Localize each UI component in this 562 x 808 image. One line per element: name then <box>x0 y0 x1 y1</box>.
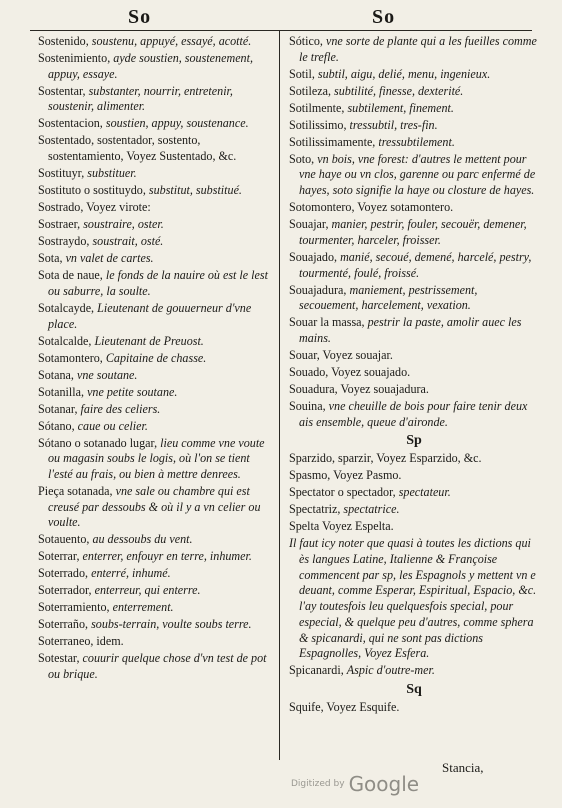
entry-headword: Sostentacion, <box>38 116 103 131</box>
entry-headword: Sostituyr, <box>38 166 85 181</box>
running-head-left: So <box>128 6 152 28</box>
entry-definition: Lieutenant de gouuerneur d'vne place. <box>48 300 252 331</box>
dictionary-entry <box>289 250 539 281</box>
entry-headword: Sotilissimamente, <box>289 134 376 149</box>
entry-headword: Sparzido, sparzir, Voyez Esparzido, &c. <box>289 451 482 466</box>
entry-definition: Capitaine de chasse. <box>105 350 207 365</box>
entry-definition: tressubtilement. <box>378 134 455 149</box>
entry-definition: soubs-terrain, voulte soubs terre. <box>91 617 252 632</box>
entry-headword: Soterramiento, <box>38 600 110 615</box>
dictionary-entry <box>289 200 539 216</box>
entry-definition: vne soutane. <box>76 367 138 382</box>
entry-headword: Sotamontero, <box>38 350 103 365</box>
entry-definition: au dessoubs du vent. <box>92 532 193 547</box>
entry-definition: vn valet de cartes. <box>65 251 154 266</box>
dictionary-entry <box>38 583 272 599</box>
entry-headword: Spelta Voyez Espelta. <box>289 519 394 534</box>
dictionary-entry <box>289 217 539 248</box>
entry-definition: subtilement, finement. <box>347 100 454 115</box>
dictionary-entry <box>289 382 539 398</box>
dictionary-entry <box>289 135 539 151</box>
dictionary-entry <box>289 348 539 364</box>
dictionary-entry <box>289 84 539 100</box>
entry-headword: Sostraer, <box>38 217 81 232</box>
entry-headword: Spectator o spectador, <box>289 485 396 500</box>
entry-definition: substanter, nourrir, entretenir, soustenir, alimenter. <box>48 83 233 114</box>
digitized-watermark <box>291 772 419 796</box>
entry-headword: Sota de naue, <box>38 268 103 283</box>
entry-headword: Sostentado, sostentador, sostento, sostentamiento, Voyez Sustentado, &c. <box>38 133 237 164</box>
entry-headword: Souar la massa, <box>289 315 365 330</box>
dictionary-entry <box>38 183 272 199</box>
dictionary-entry <box>38 419 272 435</box>
entry-definition: enterrer, enfouyr en terre, inhumer. <box>82 549 252 564</box>
column-divider <box>279 30 280 760</box>
entry-definition: couurir quelque chose d'vn test de pot ou brique. <box>48 651 267 682</box>
watermark-prefix: Digitized by <box>291 779 345 789</box>
entry-headword: Souar, Voyez souajar. <box>289 347 393 362</box>
entry-headword: Sotilissimo, <box>289 117 347 132</box>
entry-headword: Sotana, <box>38 367 74 382</box>
dictionary-entry <box>289 315 539 346</box>
entry-headword: Sótico, <box>289 34 323 48</box>
entry-definition: vn bois, vne forest: d'autres le mettent pour vne haye ou vn clos, garenne ou parc enfermé de hayes, soto signifie la haye ou closture de hayes. <box>299 151 536 198</box>
dictionary-entry <box>289 485 539 501</box>
entry-definition: substituer. <box>87 166 137 181</box>
entry-headword: Soterrado, <box>38 566 89 581</box>
dictionary-entry <box>38 617 272 633</box>
entry-definition: tressubtil, tres-fin. <box>349 117 438 132</box>
entry-headword: Sótano o sotanado lugar, <box>38 435 158 450</box>
dictionary-entry <box>289 118 539 134</box>
entry-definition: enterreur, qui enterre. <box>94 583 201 598</box>
entry-definition: enterré, inhumé. <box>91 566 171 581</box>
entry-definition: pestrir la paste, amolir auec les mains. <box>299 315 522 345</box>
entry-headword: Souado, Voyez souajado. <box>289 364 411 379</box>
entry-headword: Sostraydo, <box>38 234 90 249</box>
entry-definition: ayde soustien, soustenement, appuy, essaye. <box>48 51 253 81</box>
entry-headword: Pieça sotanada, <box>38 483 113 498</box>
dictionary-entry <box>38 651 272 682</box>
dictionary-entry <box>289 67 539 83</box>
dictionary-entry <box>38 84 272 115</box>
entry-headword: Squife, Voyez Esquife. <box>289 699 400 714</box>
entry-definition: soustien, appuy, soustenance. <box>105 116 249 131</box>
dictionary-entry <box>38 251 272 267</box>
entry-headword: Souina, <box>289 398 326 413</box>
entry-headword: Sostituto o sostituydo, <box>38 183 146 198</box>
entry-headword: Soterraño, <box>38 617 89 632</box>
entry-headword: Sostrado, Voyez virote: <box>38 200 151 215</box>
dictionary-entry <box>289 34 539 65</box>
entry-headword: Soterrador, <box>38 583 92 598</box>
entry-headword: Souajar, <box>289 217 329 232</box>
catchword: Stancia, <box>442 760 484 775</box>
dictionary-entry <box>38 600 272 616</box>
entry-definition: vne cheuille de bois pour faire tenir deux ais ensemble, queue d'aironde. <box>299 398 528 429</box>
section-letter-heading: Sp <box>406 433 422 449</box>
entry-headword: Souadura, Voyez souajadura. <box>289 381 429 396</box>
dictionary-entry <box>289 663 539 679</box>
dictionary-entry <box>289 451 539 467</box>
entry-definition: vne sorte de plante qui a les fueilles comme le trefle. <box>299 34 537 64</box>
entry-headword: Soterrar, <box>38 549 80 564</box>
entry-definition: le fonds de la nauire où est le lest ou saburre, la soulte. <box>48 268 268 298</box>
section-letter-heading: Sq <box>406 681 422 697</box>
entry-headword: Soterraneo, idem. <box>38 634 124 649</box>
dictionary-entry <box>38 634 272 650</box>
entry-headword: Sotalcalde, <box>38 333 92 348</box>
dictionary-entry <box>38 166 272 182</box>
entry-headword: Souajadura, <box>289 282 347 297</box>
entry-headword: Spicanardi, <box>289 663 344 678</box>
entry-definition: lieu comme vne voute ou magasin soubs le logis, où l'on se tient l'esté au frais, ou bien à mettre denrees. <box>48 435 265 481</box>
entry-definition: Lieutenant de Preuost. <box>94 333 204 348</box>
header-rule <box>30 30 532 31</box>
dictionary-entry <box>38 385 272 401</box>
running-head-right: So <box>372 6 396 28</box>
entry-definition: Il faut icy noter que quasi à toutes les dictions qui ès langues Latine, Italienne & Françoise commencent par sp, les Espagnols y mettent vn e deuant, comme Esperar, Espiritual, Espacio, &c. l'ay toutesfois leu quelquesfois special, pour especial, & quelque peu d'autres, comme sphera & spicanardi, qui ne sont pas dictions Espagnolles, Voyez Esfera. <box>289 536 537 661</box>
dictionary-entry <box>289 101 539 117</box>
entry-definition: caue ou celier. <box>77 418 148 433</box>
dictionary-entry <box>289 365 539 381</box>
entry-definition: substitut, substitué. <box>148 183 242 198</box>
entry-definition: vne sale ou chambre qui est creusé par dessoubs & où il y a vn celier ou voulte. <box>48 483 261 530</box>
entry-headword: Sotil, <box>289 66 315 81</box>
dictionary-entry <box>38 549 272 565</box>
dictionary-entry <box>38 484 272 531</box>
entry-definition: soustrait, osté. <box>92 234 164 249</box>
entry-definition: maniement, pestrissement, secouement, harcelement, vexation. <box>299 282 478 313</box>
entry-headword: Sota, <box>38 251 63 266</box>
dictionary-entry <box>289 700 539 716</box>
dictionary-entry <box>38 133 272 164</box>
entry-headword: Sostentar, <box>38 83 86 98</box>
dictionary-entry <box>38 51 272 82</box>
entry-definition: subtil, aigu, delié, menu, ingenieux. <box>317 66 491 81</box>
entry-headword: Souajado, <box>289 249 338 264</box>
dictionary-entry <box>38 334 272 350</box>
dictionary-entry <box>289 399 539 430</box>
dictionary-entry <box>289 283 539 314</box>
entry-headword: Soto, <box>289 151 315 166</box>
entry-definition: spectatrice. <box>343 502 400 517</box>
dictionary-entry <box>38 234 272 250</box>
entry-definition: vne petite soutane. <box>87 384 178 399</box>
left-column <box>38 34 272 684</box>
google-logo: Google <box>348 772 420 796</box>
entry-headword: Sotilmente, <box>289 100 345 115</box>
entry-headword: Sótano, <box>38 418 75 433</box>
dictionary-entry <box>289 519 539 535</box>
entry-definition: manié, secoué, demené, harcelé, pestry, tourmenté, foulé, froissé. <box>299 249 532 280</box>
dictionary-entry <box>289 468 539 484</box>
entry-headword: Sotalcayde, <box>38 300 95 315</box>
dictionary-entry <box>38 351 272 367</box>
entry-definition: manier, pestrir, fouler, secouër, demener, tourmenter, harceler, froisser. <box>299 217 527 247</box>
entry-definition: enterrement. <box>112 600 174 615</box>
dictionary-entry <box>38 116 272 132</box>
dictionary-entry <box>38 301 272 332</box>
entry-headword: Spasmo, Voyez Pasmo. <box>289 468 402 483</box>
entry-headword: Sotanar, <box>38 401 78 416</box>
entry-definition: soustenu, appuyé, essayé, acotté. <box>91 34 252 48</box>
dictionary-entry <box>38 217 272 233</box>
entry-definition: subtilité, finesse, dexterité. <box>334 83 464 98</box>
dictionary-entry <box>38 566 272 582</box>
dictionary-entry <box>38 436 272 483</box>
entry-headword: Spectatriz, <box>289 502 341 517</box>
dictionary-entry <box>289 152 539 199</box>
entry-definition: faire des celiers. <box>80 401 161 416</box>
entry-headword: Sostenimiento, <box>38 51 111 65</box>
right-column <box>289 34 539 717</box>
dictionary-entry <box>289 536 539 662</box>
entry-headword: Sostenido, <box>38 34 89 48</box>
dictionary-entry <box>38 532 272 548</box>
dictionary-entry <box>38 200 272 216</box>
entry-headword: Sotomontero, Voyez sotamontero. <box>289 200 454 215</box>
entry-headword: Sotanilla, <box>38 384 85 399</box>
entry-headword: Sotestar, <box>38 651 80 666</box>
entry-definition: Aspic d'outre-mer. <box>346 663 435 678</box>
dictionary-entry <box>38 34 272 50</box>
dictionary-entry <box>38 268 272 299</box>
dictionary-entry <box>289 502 539 518</box>
entry-headword: Sotileza, <box>289 83 331 98</box>
entry-definition: soustraire, oster. <box>83 217 164 232</box>
entry-definition: spectateur. <box>398 485 451 500</box>
dictionary-entry <box>38 402 272 418</box>
entry-headword: Sotauento, <box>38 532 90 547</box>
dictionary-entry <box>38 368 272 384</box>
